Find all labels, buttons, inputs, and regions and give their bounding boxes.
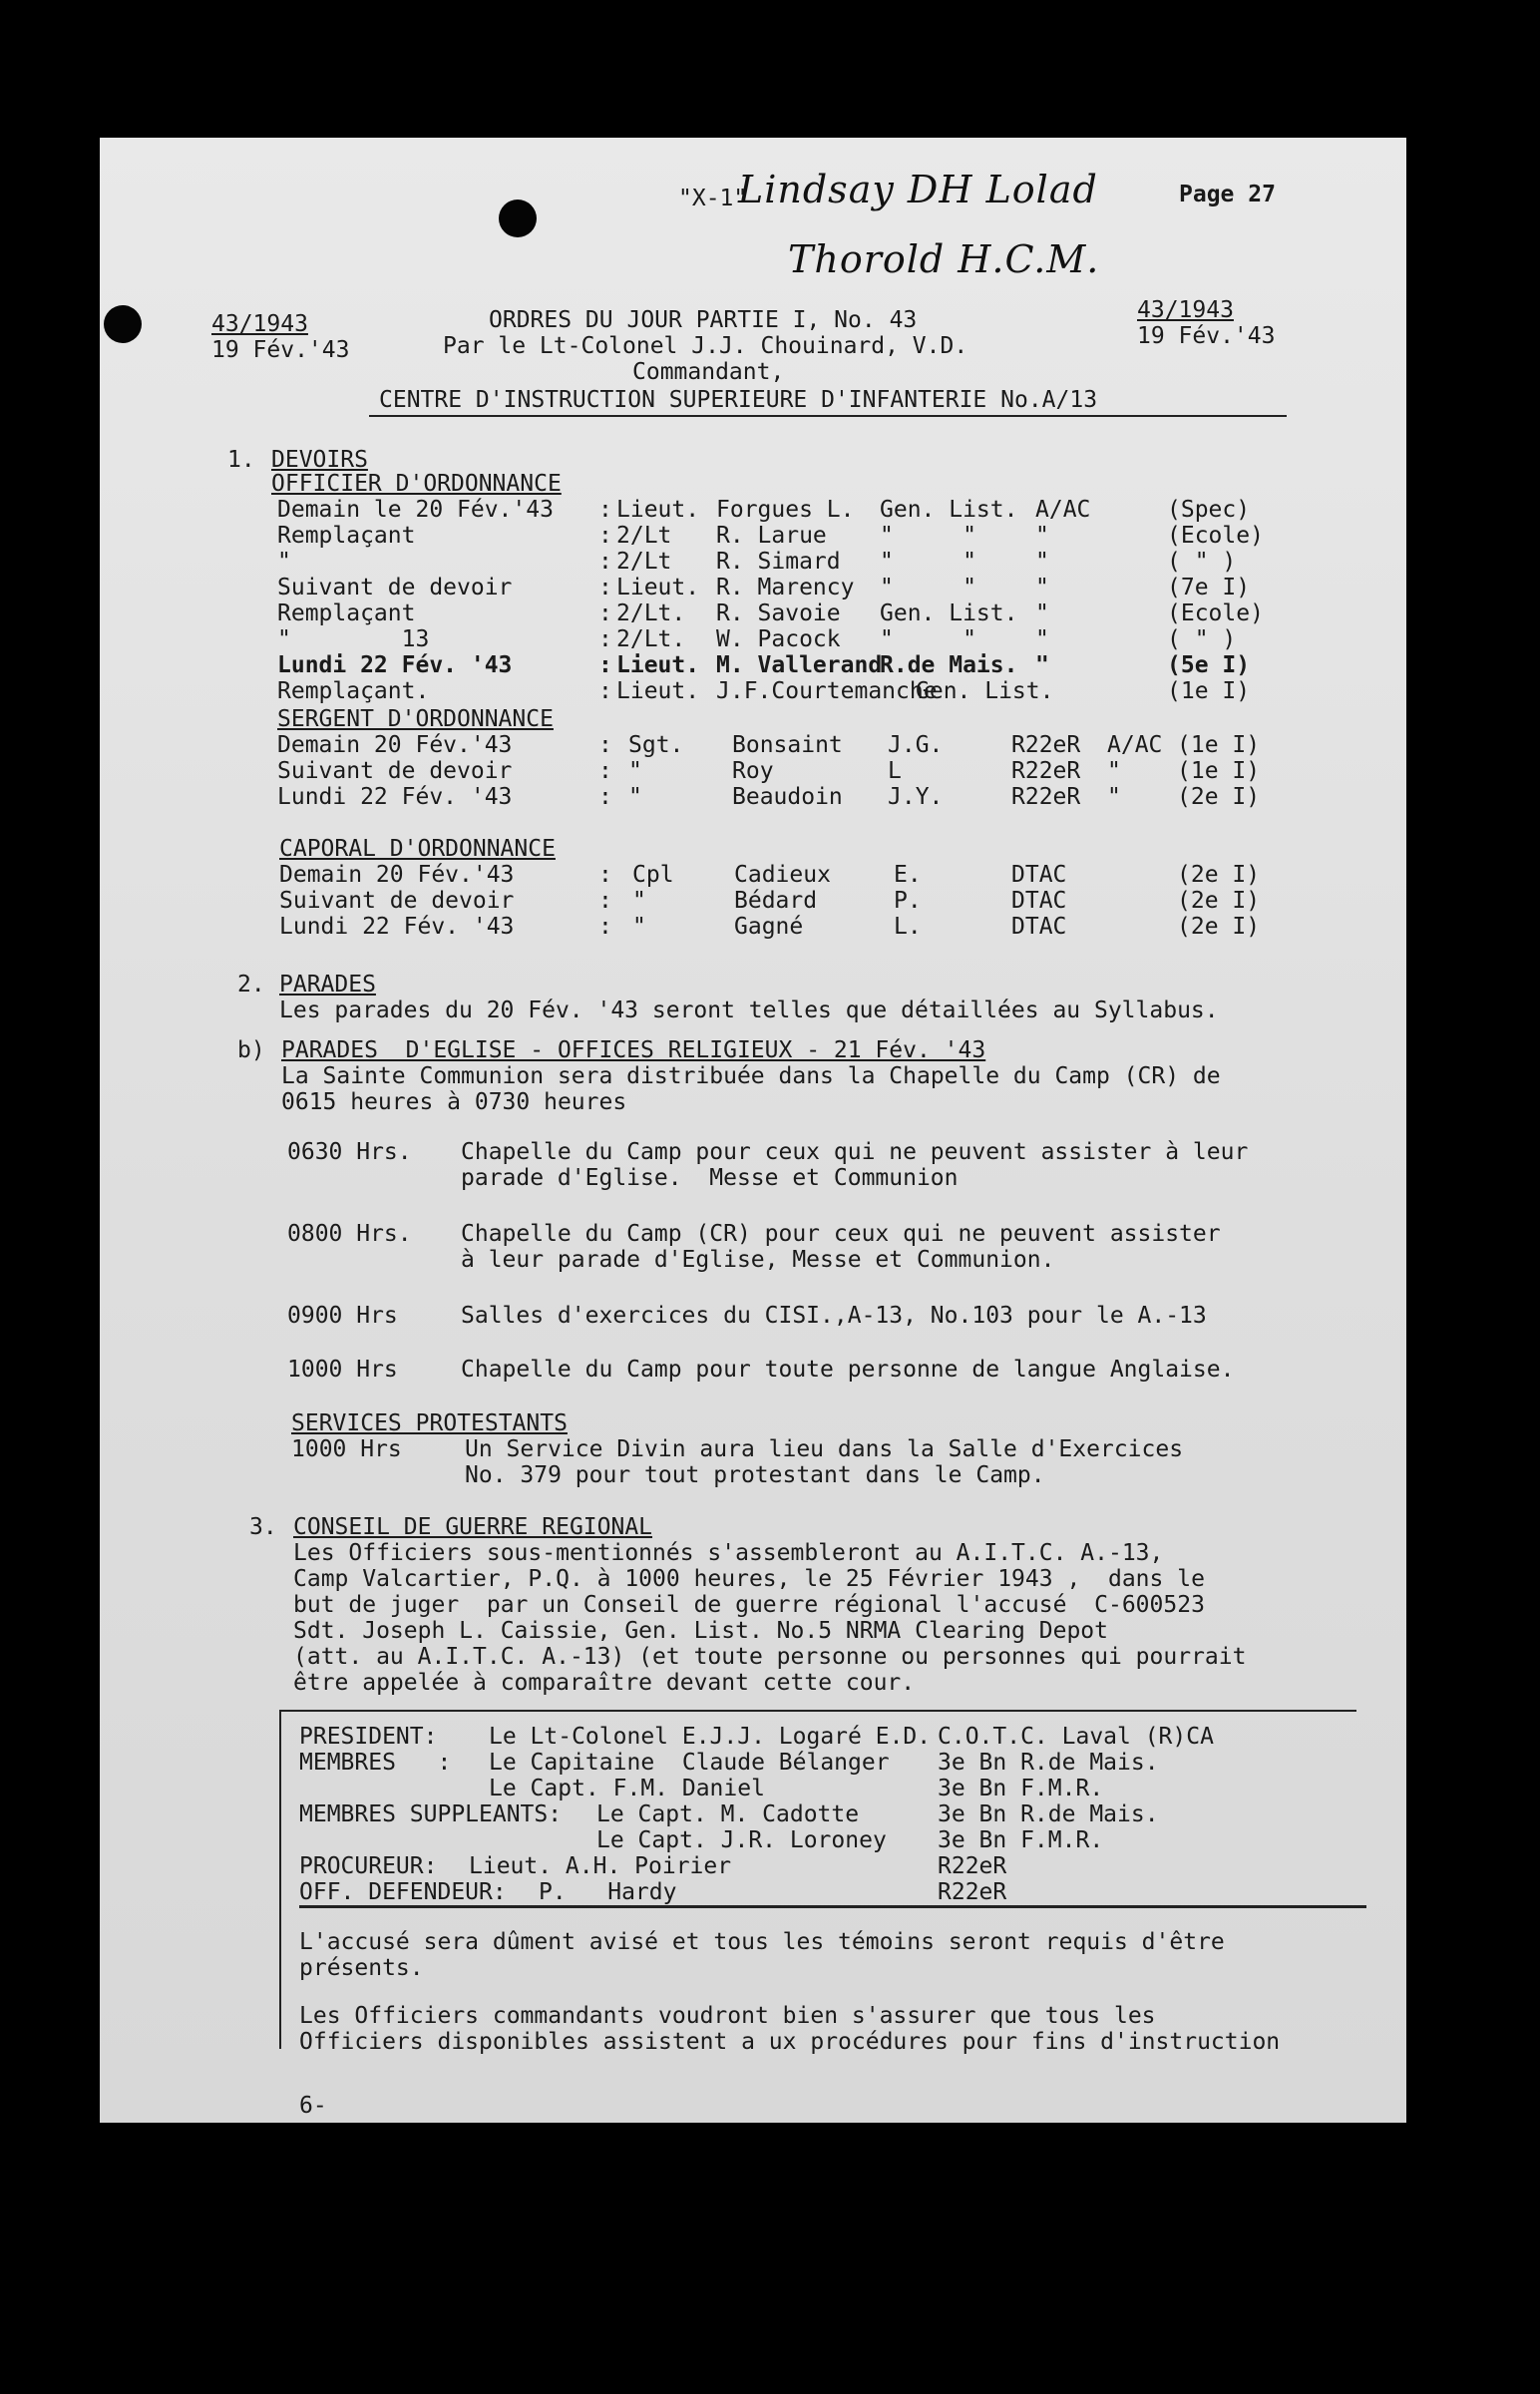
row-rank: Lieut. — [616, 497, 700, 523]
service-text: Salles d'exercices du CISI.,A-13, No.103 pour le A.-13 — [461, 1303, 1207, 1329]
row-label: Demain le 20 Fév.'43 — [277, 497, 554, 523]
service-time: 1000 Hrs — [287, 1357, 398, 1383]
row-name: Gagné — [734, 914, 804, 940]
service-text: à leur parade d'Eglise, Messe et Communion. — [461, 1247, 1055, 1273]
section-number: 1. — [227, 447, 255, 473]
court-role: MEMBRES : — [299, 1750, 452, 1776]
table-row — [277, 523, 1384, 549]
right-reference-date: 19 Fév.'43 — [1137, 323, 1276, 349]
court-name: Le Lt-Colonel E.J.J. Logaré E.D. — [489, 1724, 932, 1750]
order-title: ORDRES DU JOUR PARTIE I, No. 43 — [489, 307, 918, 333]
row-note: (1e I) — [1177, 732, 1261, 758]
section-number: 3. — [249, 1514, 277, 1540]
paragraph-line: Sdt. Joseph L. Caissie, Gen. List. No.5 NRMA Clearing Depot — [293, 1618, 1108, 1644]
court-unit: 3e Bn F.M.R. — [938, 1776, 1104, 1801]
row-note: (Ecole) — [1167, 600, 1264, 626]
subsection-heading: SERGENT D'ORDONNANCE — [277, 706, 554, 732]
row-note: (5e I) — [1167, 652, 1251, 678]
row-rank: " — [628, 758, 642, 784]
row-sep: : — [598, 862, 612, 888]
court-row — [299, 1853, 1396, 1879]
subsection-heading: PARADES D'EGLISE - OFFICES RELIGIEUX - 21 Fév. '43 — [281, 1037, 986, 1063]
document-page — [100, 138, 1406, 2123]
court-unit: 3e Bn R.de Mais. — [938, 1801, 1159, 1827]
subsection-marker: b) — [237, 1037, 265, 1063]
row-unit: R22eR — [1011, 784, 1081, 810]
punch-hole — [499, 200, 537, 237]
table-row — [279, 862, 1386, 888]
row-unit: Gen. List. — [916, 678, 1054, 704]
paragraph-line: (att. au A.I.T.C. A.-13) (et toute personne ou personnes qui pourrait — [293, 1644, 1247, 1670]
service-text: No. 379 pour tout protestant dans le Camp. — [465, 1462, 1045, 1488]
court-name: Le Capt. J.R. Loroney — [596, 1827, 887, 1853]
court-row — [299, 1879, 1396, 1905]
row-unit: Gen. List. — [880, 497, 1018, 523]
table-row — [277, 732, 1384, 758]
row-unit: DTAC — [1011, 888, 1067, 914]
court-row — [299, 1827, 1396, 1853]
subsection-heading: SERVICES PROTESTANTS — [291, 1410, 568, 1436]
row-rank: Lieut. — [616, 652, 700, 678]
service-text: parade d'Eglise. Messe et Communion — [461, 1165, 959, 1191]
paragraph: La Sainte Communion sera distribuée dans la Chapelle du Camp (CR) de — [281, 1063, 1221, 1089]
service-time: 0900 Hrs — [287, 1303, 398, 1329]
signature: Lindsay DH Lolad — [738, 168, 1098, 211]
punch-hole — [104, 305, 142, 343]
row-label: Suivant de devoir — [279, 888, 515, 914]
row-unit: R22eR — [1011, 758, 1081, 784]
row-rank: 2/Lt — [616, 523, 672, 549]
row-initials: E. — [894, 862, 922, 888]
row-name: R. Larue — [716, 523, 827, 549]
paragraph-line: L'accusé sera dûment avisé et tous les témoins seront requis d'être — [299, 1929, 1225, 1955]
row-extra: " — [1035, 575, 1049, 600]
row-rank: " — [632, 914, 646, 940]
paragraph-line: Les Officiers commandants voudront bien s'assurer que tous les — [299, 2003, 1156, 2029]
row-unit: " " — [880, 523, 976, 549]
row-sep: : — [598, 888, 612, 914]
service-time: 1000 Hrs — [291, 1436, 402, 1462]
court-unit: C.O.T.C. Laval (R)CA — [938, 1724, 1214, 1750]
court-row — [299, 1801, 1396, 1827]
court-name: Lieut. A.H. Poirier — [469, 1853, 732, 1879]
page-marker: 6- — [299, 2093, 327, 2119]
row-label: Demain 20 Fév.'43 — [277, 732, 513, 758]
row-note: (Ecole) — [1167, 523, 1264, 549]
left-reference-date: 19 Fév.'43 — [211, 337, 350, 363]
row-rank: " — [628, 784, 642, 810]
row-extra: " — [1035, 600, 1049, 626]
row-name: Forgues L. — [716, 497, 855, 523]
row-rank: 2/Lt. — [616, 626, 686, 652]
paragraph-line: Camp Valcartier, P.Q. à 1000 heures, le 25 Février 1943 , dans le — [293, 1566, 1205, 1592]
service-text: Chapelle du Camp pour ceux qui ne peuvent assister à leur — [461, 1139, 1249, 1165]
row-extra: A/AC — [1107, 732, 1163, 758]
section-heading: DEVOIRS — [271, 447, 368, 473]
unit-title: CENTRE D'INSTRUCTION SUPERIEURE D'INFANTERIE No.A/13 — [379, 387, 1098, 413]
service-text: Chapelle du Camp pour toute personne de langue Anglaise. — [461, 1357, 1235, 1383]
table-row — [277, 678, 1384, 704]
row-label: Suivant de devoir — [277, 758, 513, 784]
row-sep: : — [598, 678, 612, 704]
row-name: J.F.Courtemanche — [716, 678, 938, 704]
row-note: (7e I) — [1167, 575, 1251, 600]
subsection-heading: CAPORAL D'ORDONNANCE — [279, 836, 556, 862]
row-initials: L. — [894, 914, 922, 940]
row-name: Bonsaint — [732, 732, 843, 758]
title-rule — [369, 415, 1287, 417]
row-label: Remplaçant — [277, 523, 416, 549]
court-unit: R22eR — [938, 1879, 1007, 1905]
paragraph-line: Les Officiers sous-mentionnés s'assembleront au A.I.T.C. A.-13, — [293, 1540, 1164, 1566]
paragraph-line: présents. — [299, 1955, 424, 1981]
court-role: PRESIDENT: — [299, 1724, 438, 1750]
court-row — [299, 1724, 1396, 1750]
row-extra: " — [1035, 549, 1049, 575]
row-name: Roy — [732, 758, 774, 784]
row-unit: " " — [880, 575, 976, 600]
row-unit: " " — [880, 549, 976, 575]
row-extra: " — [1107, 758, 1121, 784]
court-name: Le Capt. F.M. Daniel — [489, 1776, 765, 1801]
row-label: Demain 20 Fév.'43 — [279, 862, 515, 888]
row-sep: : — [598, 652, 612, 678]
row-rank: " — [632, 888, 646, 914]
row-extra: " — [1107, 784, 1121, 810]
court-rule — [299, 1905, 1366, 1908]
order-issuer: Par le Lt-Colonel J.J. Chouinard, V.D. — [443, 333, 968, 359]
row-extra: " — [1035, 523, 1049, 549]
court-row — [299, 1750, 1396, 1776]
row-initials: L — [888, 758, 902, 784]
row-rank: Cpl — [632, 862, 674, 888]
section-heading: CONSEIL DE GUERRE REGIONAL — [293, 1514, 653, 1540]
row-sep: : — [598, 626, 612, 652]
row-note: (1e I) — [1177, 758, 1261, 784]
paragraph-line: être appelée à comparaître devant cette cour. — [293, 1670, 916, 1696]
court-role: OFF. DEFENDEUR: — [299, 1879, 507, 1905]
right-reference: 43/1943 — [1137, 297, 1234, 323]
row-name: M. Vallerand — [716, 652, 883, 678]
paragraph-line: but de juger par un Conseil de guerre régional l'accusé C-600523 — [293, 1592, 1205, 1618]
service-time: 0800 Hrs. — [287, 1221, 412, 1247]
table-row — [279, 914, 1386, 940]
section-rule — [279, 1710, 1356, 1712]
row-unit: R22eR — [1011, 732, 1081, 758]
row-note: (2e I) — [1177, 888, 1261, 914]
row-label: Remplaçant. — [277, 678, 430, 704]
row-rank: Sgt. — [628, 732, 684, 758]
court-unit: R22eR — [938, 1853, 1007, 1879]
row-note: ( " ) — [1167, 549, 1237, 575]
row-initials: J.G. — [888, 732, 944, 758]
row-rank: 2/Lt. — [616, 600, 686, 626]
court-unit: 3e Bn F.M.R. — [938, 1827, 1104, 1853]
row-label: Lundi 22 Fév. '43 — [277, 784, 513, 810]
court-name: Le Capitaine Claude Bélanger — [489, 1750, 890, 1776]
row-sep: : — [598, 732, 612, 758]
row-name: W. Pacock — [716, 626, 841, 652]
table-row — [277, 784, 1384, 810]
row-unit: Gen. List. — [880, 600, 1018, 626]
table-row — [277, 626, 1384, 652]
row-name: Beaudoin — [732, 784, 843, 810]
row-note: (2e I) — [1177, 862, 1261, 888]
row-unit: DTAC — [1011, 862, 1067, 888]
table-row — [277, 652, 1384, 678]
row-rank: 2/Lt — [616, 549, 672, 575]
section-heading: PARADES — [279, 972, 376, 998]
row-unit: " " — [880, 626, 976, 652]
row-label: " 13 — [277, 626, 430, 652]
paragraph: Les parades du 20 Fév. '43 seront telles que détaillées au Syllabus. — [279, 998, 1219, 1023]
table-row — [277, 758, 1384, 784]
row-note: (Spec) — [1167, 497, 1251, 523]
table-row — [277, 549, 1384, 575]
row-extra: A/AC — [1035, 497, 1091, 523]
row-initials: P. — [894, 888, 922, 914]
court-role: MEMBRES SUPPLEANTS: — [299, 1801, 563, 1827]
row-name: Cadieux — [734, 862, 831, 888]
row-label: Lundi 22 Fév. '43 — [279, 914, 515, 940]
court-unit: 3e Bn R.de Mais. — [938, 1750, 1159, 1776]
table-row — [277, 497, 1384, 523]
row-name: Bédard — [734, 888, 818, 914]
court-row — [299, 1776, 1396, 1801]
row-note: (1e I) — [1167, 678, 1251, 704]
row-initials: J.Y. — [888, 784, 944, 810]
section-rule — [279, 1710, 281, 2049]
table-row — [277, 600, 1384, 626]
row-name: R. Simard — [716, 549, 841, 575]
row-sep: : — [598, 497, 612, 523]
court-name: P. Hardy — [539, 1879, 677, 1905]
row-note: (2e I) — [1177, 784, 1261, 810]
row-extra: " — [1035, 626, 1049, 652]
paragraph: 0615 heures à 0730 heures — [281, 1089, 627, 1115]
row-unit: DTAC — [1011, 914, 1067, 940]
service-text: Chapelle du Camp (CR) pour ceux qui ne peuvent assister — [461, 1221, 1221, 1247]
row-sep: : — [598, 575, 612, 600]
left-reference: 43/1943 — [211, 311, 308, 337]
table-row — [279, 888, 1386, 914]
row-name: R. Savoie — [716, 600, 841, 626]
service-text: Un Service Divin aura lieu dans la Salle d'Exercices — [465, 1436, 1184, 1462]
row-note: ( " ) — [1167, 626, 1237, 652]
page-number: Page 27 — [1179, 182, 1276, 207]
row-label: " — [277, 549, 291, 575]
row-sep: : — [598, 758, 612, 784]
service-time: 0630 Hrs. — [287, 1139, 412, 1165]
paragraph-line: Officiers disponibles assistent a ux procédures pour fins d'instruction — [299, 2029, 1281, 2055]
row-unit: R.de Mais. — [880, 652, 1018, 678]
row-label: Lundi 22 Fév. '43 — [277, 652, 513, 678]
file-reference: "X-1" — [678, 186, 748, 211]
subsection-heading: OFFICIER D'ORDONNANCE — [271, 471, 562, 497]
row-sep: : — [598, 914, 612, 940]
table-row — [277, 575, 1384, 600]
signature: Thorold H.C.M. — [788, 237, 1100, 281]
order-issuer-role: Commandant, — [632, 359, 785, 385]
row-extra: " — [1035, 652, 1049, 678]
court-role: PROCUREUR: — [299, 1853, 438, 1879]
row-name: R. Marency — [716, 575, 855, 600]
court-name: Le Capt. M. Cadotte — [596, 1801, 860, 1827]
row-rank: Lieut. — [616, 678, 700, 704]
row-sep: : — [598, 600, 612, 626]
row-note: (2e I) — [1177, 914, 1261, 940]
row-sep: : — [598, 523, 612, 549]
row-sep: : — [598, 549, 612, 575]
row-rank: Lieut. — [616, 575, 700, 600]
row-sep: : — [598, 784, 612, 810]
row-label: Remplaçant — [277, 600, 416, 626]
row-label: Suivant de devoir — [277, 575, 513, 600]
section-number: 2. — [237, 972, 265, 998]
